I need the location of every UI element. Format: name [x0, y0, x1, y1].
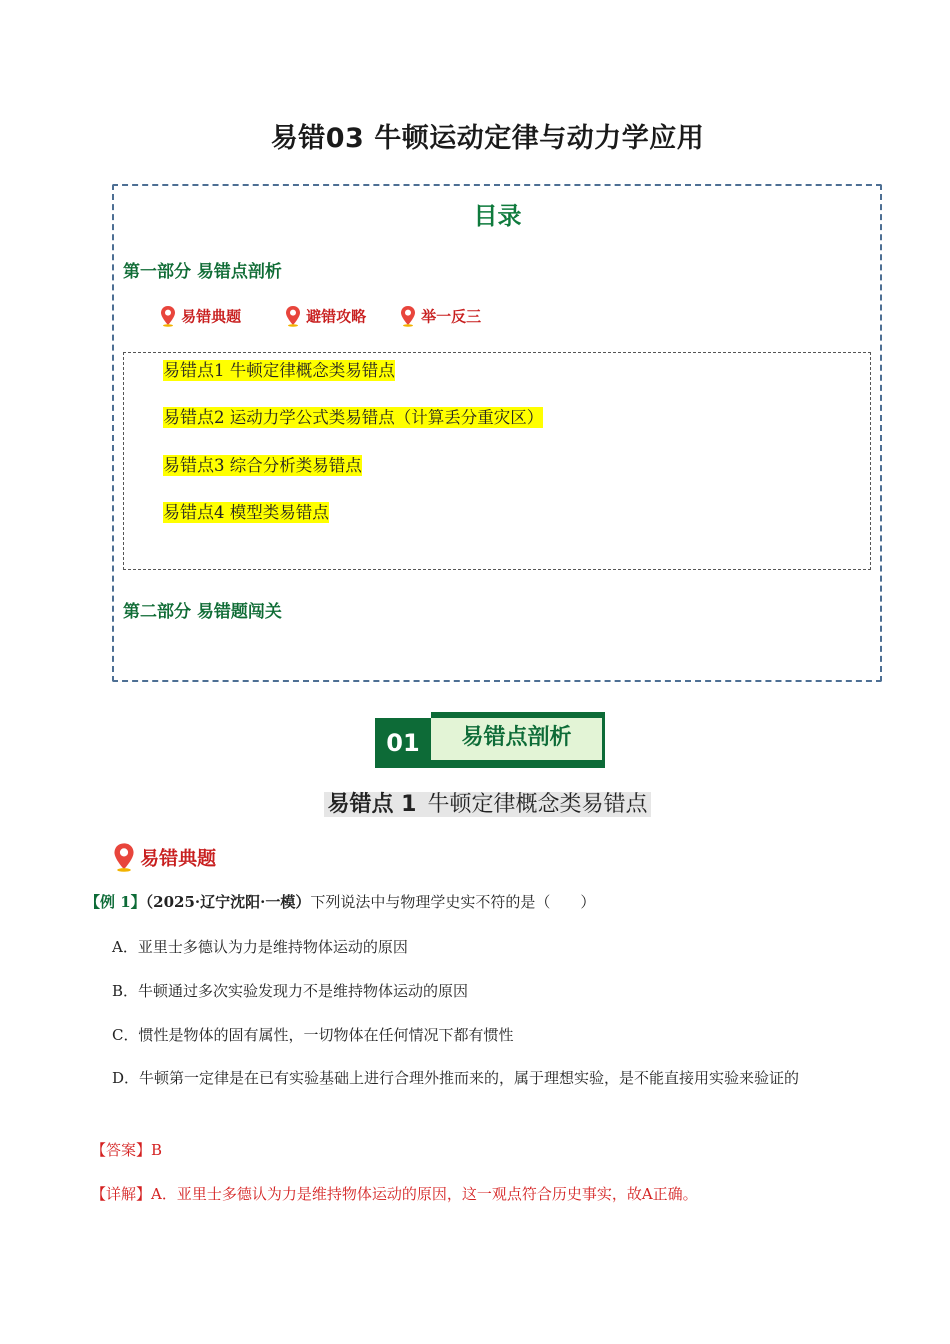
banner-label: 易错点剖析 — [431, 712, 605, 760]
banner-underline — [431, 760, 605, 768]
toc-item-3[interactable]: 易错点3 综合分析类易错点 — [163, 456, 362, 476]
question-stem: 【例 1】（2025·辽宁沈阳·一模）下列说法中与物理学史实不符的是（ ） — [85, 893, 596, 911]
banner-number: 01 — [375, 718, 431, 768]
toc-tag-label: 举一反三 — [421, 307, 482, 326]
answer-detail: 【详解】A．亚里士多德认为力是维持物体运动的原因，这一观点符合历史事实，故A正确。 — [91, 1185, 698, 1203]
toc-tag-1 — [160, 305, 241, 327]
document-title: 易错03 牛顿运动定律与动力学应用 — [270, 123, 705, 154]
section-banner — [375, 712, 605, 768]
section-title: 易错点 1 牛顿定律概念类易错点 — [0, 787, 950, 818]
toc-tag-3 — [400, 305, 481, 327]
option-a: A．亚里士多德认为力是维持物体运动的原因 — [112, 938, 408, 956]
option-d: D．牛顿第一定律是在已有实验基础上进行合理外推而来的，属于理想实验，是不能直接用实验来验证的 — [112, 1069, 800, 1087]
subsection-label: 易错典题 — [140, 847, 217, 870]
subsection-heading — [113, 842, 216, 872]
toc-tag-label: 易错典题 — [181, 307, 242, 326]
toc-item-2[interactable]: 易错点2 运动力学公式类易错点（计算丢分重灾区） — [163, 408, 544, 428]
toc-heading: 目录 — [473, 202, 522, 230]
option-c: C．惯性是物体的固有属性，一切物体在任何情况下都有惯性 — [112, 1026, 514, 1044]
location-pin-icon — [160, 305, 176, 327]
toc-item-1[interactable]: 易错点1 牛顿定律概念类易错点 — [163, 361, 395, 381]
toc-tag-label: 避错攻略 — [306, 307, 367, 326]
option-b: B．牛顿通过多次实验发现力不是维持物体运动的原因 — [112, 982, 469, 1000]
toc-tag-2 — [285, 305, 366, 327]
location-pin-icon — [113, 842, 135, 872]
toc-part2: 第二部分 易错题闯关 — [123, 602, 282, 622]
location-pin-icon — [285, 305, 301, 327]
toc-item-4[interactable]: 易错点4 模型类易错点 — [163, 503, 329, 523]
toc-part1: 第一部分 易错点剖析 — [123, 262, 282, 282]
location-pin-icon — [400, 305, 416, 327]
answer: 【答案】B — [91, 1141, 163, 1159]
